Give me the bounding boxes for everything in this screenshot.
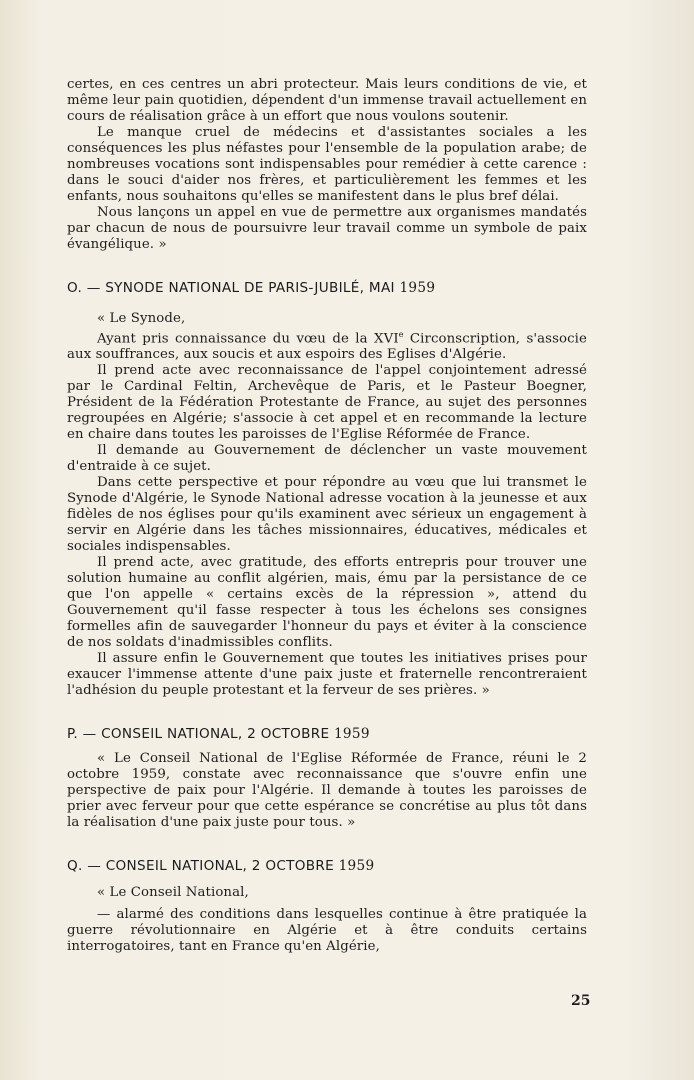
section-heading-q [67,857,587,875]
paragraph: Il demande au Gouvernement de déclencher un vaste mouvement d'entraide à ce sujet. [67,443,587,475]
paragraph: Le manque cruel de médecins et d'assistantes sociales a les conséquences les plus néfastes pour l'ensemble de la population arabe; de nombreuses vocations sont indispensables pour remédier à cette carence : dans le souci d'aider nos frères, et particulièrement les femmes et les enfants, nous souhaitons qu'elles se manifestent dans le plus bref délai. [67,125,587,204]
page-number: 25 [571,993,591,1009]
paragraph: certes, en ces centres un abri protecteur. Mais leurs conditions de vie, et même leur pain quotidien, dépendent d'un immense travail actuellement en cours de réalisation grâce à un effort que nous voulons soutenir. [67,77,588,124]
paragraph: Il prend acte avec reconnaissance de l'appel conjointement adressé par le Cardinal Feltin, Archevêque de Paris, et le Pasteur Boegner, Président de la Fédération Protestante de France, au sujet des personnes regroupées en Algérie; s'associe à cet appel et en recommande la lecture en chaire dans toutes les paroisses de l'Eglise Réformée de France. [67,363,587,443]
paragraph: « Le Conseil National, [97,885,249,901]
heading-text: O. — SYNODE NATIONAL DE PARIS-JUBILÉ, MAI [67,280,395,296]
heading-text: Q. — CONSEIL NATIONAL, 2 OCTOBRE [67,858,334,875]
paragraph: Dans cette perspective et pour répondre au vœu que lui transmet le Synode d'Algérie, le Synode National adresse vocation à la jeunesse et aux fidèles de nos églises pour qu'ils examinent avec sérieux un engagement à servir en Algérie dans les tâches missionnaires, éducatives, médicales et sociales indispensables. [67,475,587,555]
superscript: e [398,330,404,339]
heading-year: 1959 [333,726,370,743]
paragraph: Il assure enfin le Gouvernement que toutes les initiatives prises pour exaucer l'immense attente d'une paix juste et fraternelle rencontreraient l'adhésion du peuple protestant et la ferveur de ses prières. » [67,651,587,699]
section-heading-o [67,279,587,297]
heading-year: 1959 [338,858,375,875]
paragraph: — alarmé des conditions dans lesquelles continue à être pratiquée la guerre révolutionnaire en Algérie et à être conduits certains interrogatoires, tant en France qu'en Algérie, [67,907,587,955]
text-fragment: Circonscription, s'associe aux souffrances, aux soucis et aux espoirs des Eglises d'Algérie. [67,331,587,363]
text-column [67,77,587,955]
heading-year: 1959 [399,280,436,296]
paragraph: « Le Synode, [97,311,186,326]
paragraph [67,327,587,363]
paragraph: Il prend acte, avec gratitude, des efforts entrepris pour trouver une solution humaine au conflit algérien, mais, ému par la persistance de ce que l'on appelle « certains excès de la répression », attend du Gouvernement qu'il fasse respecter à tous les échelons ses consignes formelles afin de sauvegarder l'honneur du pays et éviter à la conscience de nos soldats d'inadmissibles conflits. [67,555,587,651]
section-heading-p [67,725,587,743]
heading-text: P. — CONSEIL NATIONAL, 2 OCTOBRE [67,726,330,743]
text-fragment: Ayant pris connaissance du vœu de la XVI [97,331,399,347]
paragraph: Nous lançons un appel en vue de permettre aux organismes mandatés par chacun de nous de poursuivre leur travail comme un symbole de paix évangélique. » [67,205,587,252]
paragraph: « Le Conseil National de l'Eglise Réformée de France, réuni le 2 octobre 1959, constate avec reconnaissance que s'ouvre enfin une perspective de paix pour l'Algérie. Il demande à toutes les paroisses de prier avec ferveur pour que cette espérance se concrétise au plus tôt dans la réalisation d'une paix juste pour tous. » [67,751,587,831]
